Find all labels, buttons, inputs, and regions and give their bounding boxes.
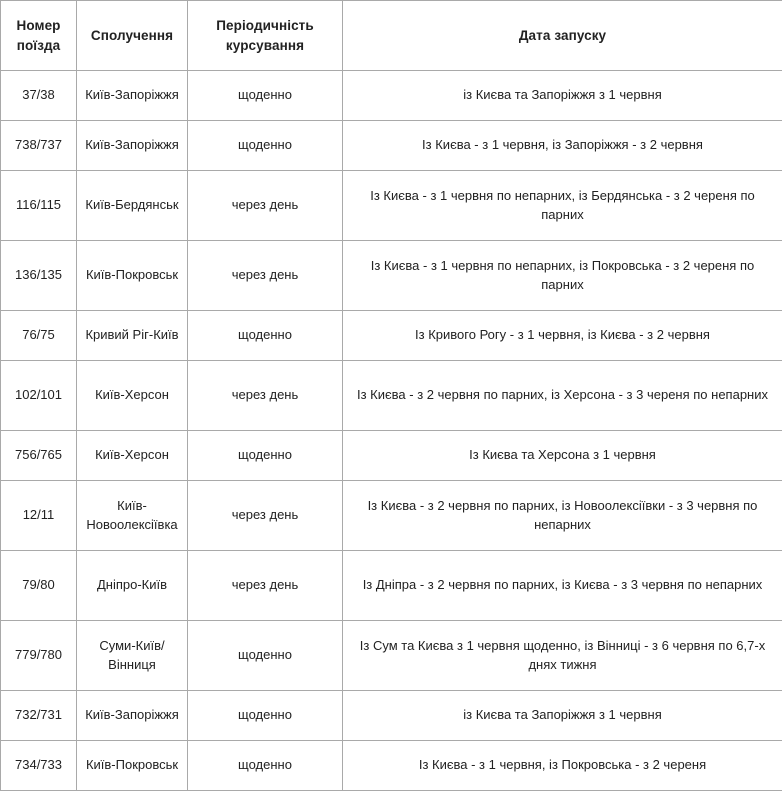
cell-launch-date: Із Києва - з 1 червня по непарних, із Покровська - з 2 череня по парних	[343, 241, 782, 311]
cell-frequency: щоденно	[188, 691, 343, 741]
cell-launch-date: Із Сум та Києва з 1 червня щоденно, із Вінниці - з 6 червня по 6,7-х днях тижня	[343, 621, 782, 691]
cell-launch-date: Із Києва - з 1 червня, із Покровська - з 2 череня	[343, 741, 782, 791]
column-header-frequency-line2: курсування	[225, 37, 305, 53]
table-row	[1, 171, 782, 241]
cell-route: Дніпро-Київ	[77, 551, 188, 621]
column-header-train-number	[1, 1, 77, 71]
cell-frequency: щоденно	[188, 71, 343, 121]
table-row	[1, 551, 782, 621]
cell-launch-date: Із Києва та Херсона з 1 червня	[343, 431, 782, 481]
cell-frequency: через день	[188, 481, 343, 551]
cell-train-number: 102/101	[1, 361, 77, 431]
cell-frequency: щоденно	[188, 621, 343, 691]
cell-frequency: щоденно	[188, 311, 343, 361]
table-row	[1, 71, 782, 121]
cell-train-number: 116/115	[1, 171, 77, 241]
column-header-frequency-line1: Періодичність	[216, 18, 314, 34]
cell-launch-date: Із Києва - з 2 червня по парних, із Херсона - з 3 череня по непарних	[343, 361, 782, 431]
cell-train-number: 136/135	[1, 241, 77, 311]
table-row	[1, 431, 782, 481]
cell-frequency: через день	[188, 241, 343, 311]
table-row	[1, 121, 782, 171]
cell-frequency: щоденно	[188, 431, 343, 481]
table-row	[1, 691, 782, 741]
cell-frequency: через день	[188, 361, 343, 431]
cell-train-number: 734/733	[1, 741, 77, 791]
cell-train-number: 732/731	[1, 691, 77, 741]
cell-launch-date: Із Кривого Рогу - з 1 червня, із Києва - з 2 червня	[343, 311, 782, 361]
cell-train-number: 738/737	[1, 121, 77, 171]
column-header-route: Сполучення	[77, 1, 188, 71]
column-header-launch-date: Дата запуску	[343, 1, 782, 71]
cell-route: Київ-Новоолексіївка	[77, 481, 188, 551]
cell-launch-date: Із Дніпра - з 2 червня по парних, із Києва - з 3 червня по непарних	[343, 551, 782, 621]
table-header	[1, 1, 782, 71]
cell-frequency: через день	[188, 551, 343, 621]
table-row	[1, 241, 782, 311]
column-header-frequency	[188, 1, 343, 71]
cell-route: Київ-Бердянськ	[77, 171, 188, 241]
cell-route: Київ-Покровськ	[77, 741, 188, 791]
table-row	[1, 481, 782, 551]
cell-launch-date: Із Києва - з 1 червня по непарних, із Бердянська - з 2 череня по парних	[343, 171, 782, 241]
cell-route: Київ-Запоріжжя	[77, 71, 188, 121]
cell-frequency: через день	[188, 171, 343, 241]
table-body	[1, 71, 782, 791]
cell-route: Київ-Покровськ	[77, 241, 188, 311]
cell-train-number: 779/780	[1, 621, 77, 691]
cell-launch-date: Із Києва - з 2 червня по парних, із Новоолексіївки - з 3 червня по непарних	[343, 481, 782, 551]
column-header-train-number-line2: поїзда	[16, 37, 61, 53]
cell-launch-date: із Києва та Запоріжжя з 1 червня	[343, 71, 782, 121]
cell-route: Кривий Ріг-Київ	[77, 311, 188, 361]
cell-launch-date: Із Києва - з 1 червня, із Запоріжжя - з 2 червня	[343, 121, 782, 171]
cell-route: Київ-Херсон	[77, 361, 188, 431]
column-header-train-number-line1: Номер	[16, 18, 61, 34]
cell-train-number: 756/765	[1, 431, 77, 481]
cell-train-number: 37/38	[1, 71, 77, 121]
cell-train-number: 12/11	[1, 481, 77, 551]
cell-route: Київ-Запоріжжя	[77, 691, 188, 741]
cell-route: Київ-Запоріжжя	[77, 121, 188, 171]
cell-frequency: щоденно	[188, 121, 343, 171]
cell-train-number: 79/80	[1, 551, 77, 621]
cell-route: Суми-Київ/ Вінниця	[77, 621, 188, 691]
cell-frequency: щоденно	[188, 741, 343, 791]
table-row	[1, 621, 782, 691]
table-row	[1, 311, 782, 361]
cell-route: Київ-Херсон	[77, 431, 188, 481]
table-row	[1, 741, 782, 791]
table-row	[1, 361, 782, 431]
cell-train-number: 76/75	[1, 311, 77, 361]
cell-launch-date: із Києва та Запоріжжя з 1 червня	[343, 691, 782, 741]
table-header-row	[1, 1, 782, 71]
